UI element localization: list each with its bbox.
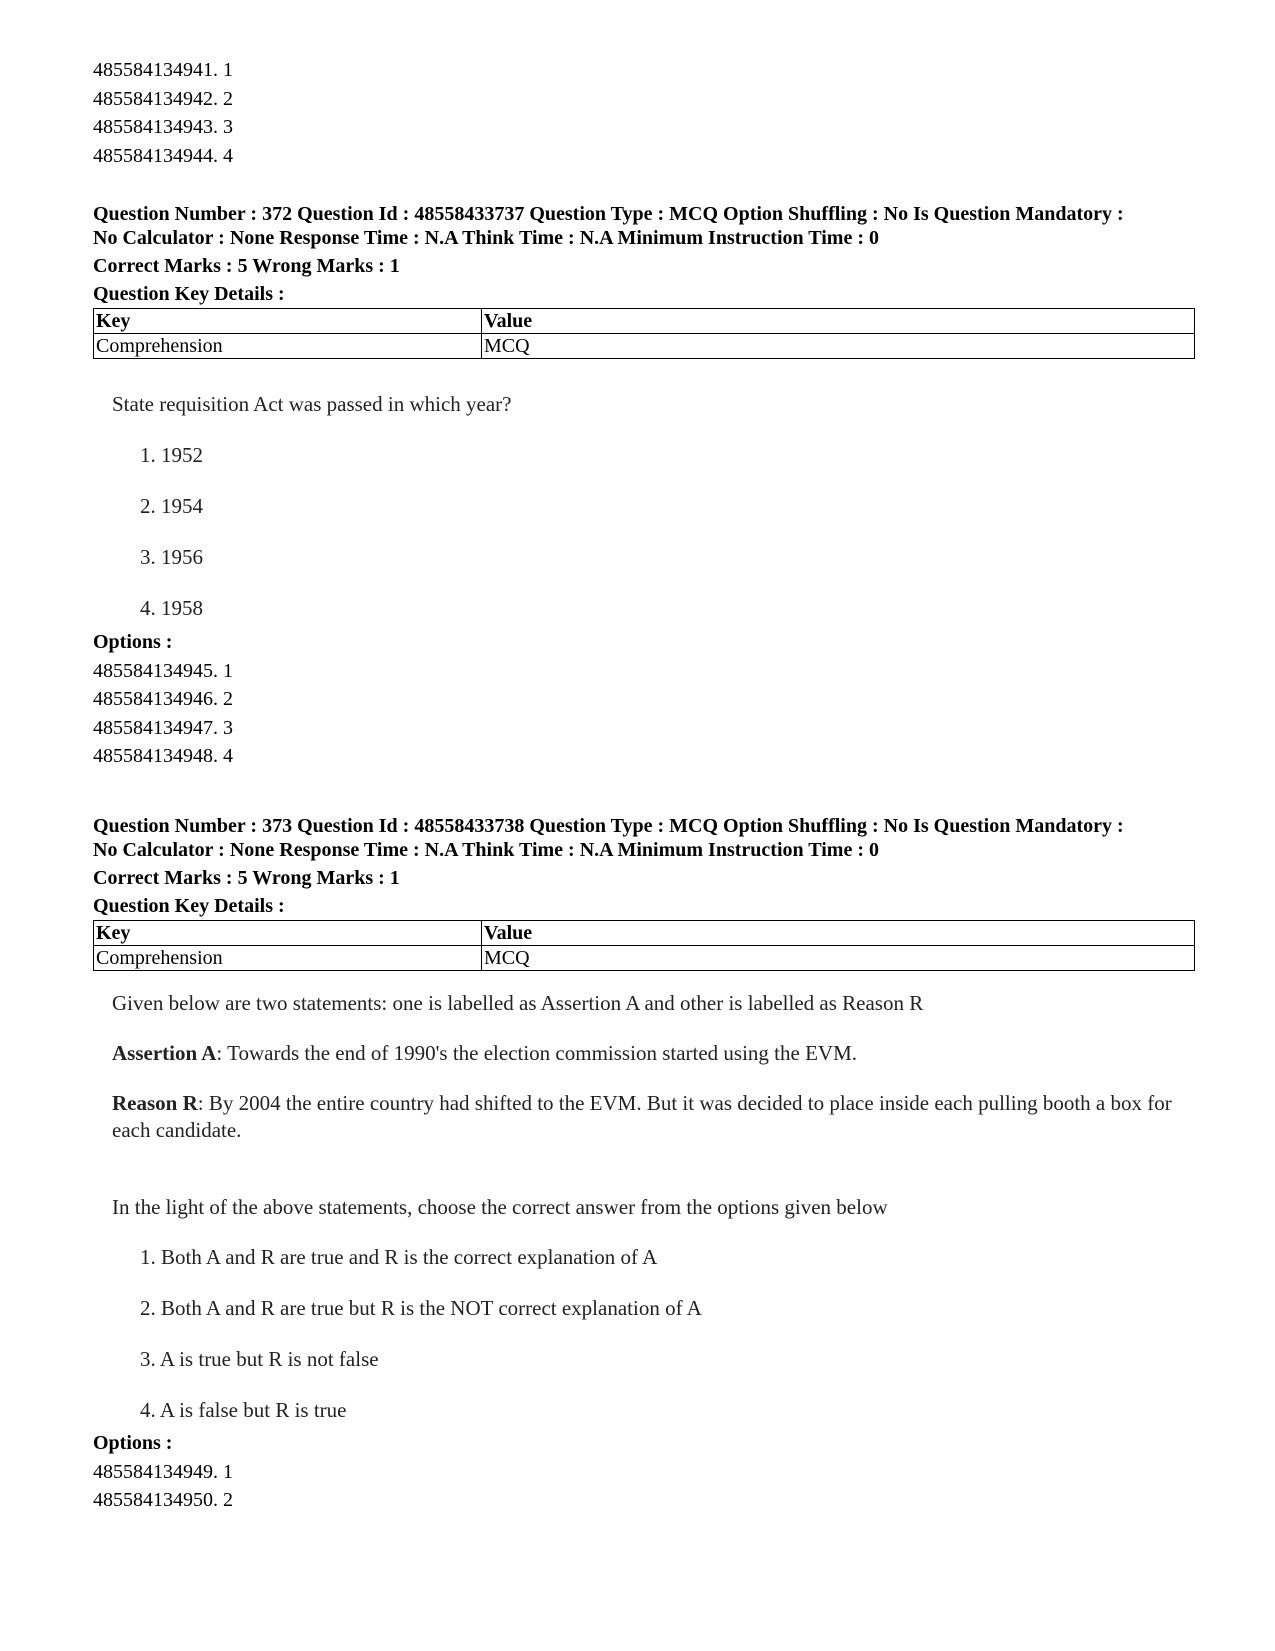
question-373-intro: Given below are two statements: one is labelled as Assertion A and other is labelled as Reason R: [112, 991, 924, 1015]
question-meta-line1: Question Number : 372 Question Id : 48558433737 Question Type : MCQ Option Shuffling : No Is Question Mandatory :: [93, 203, 1124, 225]
question-key-details-label: Question Key Details :: [93, 895, 285, 917]
option-id: 485584134947. 3: [93, 716, 233, 739]
option-id: 485584134945. 1: [93, 659, 233, 682]
choice-item: 1. 1952: [140, 443, 203, 467]
question-meta-line2: No Calculator : None Response Time : N.A Think Time : N.A Minimum Instruction Time : 0: [93, 227, 879, 249]
option-id: 485584134946. 2: [93, 688, 233, 710]
question-373-header: [93, 814, 1193, 971]
table-header-key: Key: [94, 921, 482, 946]
reason-text: : By 2004 the entire country had shifted to the EVM. But it was decided to place inside each pulling booth a box for each candidate.: [112, 1091, 1172, 1142]
choice-item: 4. A is false but R is true: [140, 1398, 347, 1422]
choice-item: 1. Both A and R are true and R is the correct explanation of A: [140, 1245, 658, 1269]
question-373-options: [93, 1429, 1193, 1515]
table-header-row: [94, 309, 1195, 334]
question-372-text: [112, 392, 511, 417]
option-id: 485584134941. 1: [93, 59, 233, 81]
question-text: State requisition Act was passed in which year?: [112, 392, 512, 416]
previous-options-list: [93, 56, 1193, 170]
table-cell-value: MCQ: [482, 946, 1195, 971]
choice-item: 4. 1958: [140, 596, 203, 620]
question-meta-line2: No Calculator : None Response Time : N.A Think Time : N.A Minimum Instruction Time : 0: [93, 839, 879, 861]
choice-item: 3. 1956: [140, 545, 203, 569]
table-header-row: [94, 921, 1195, 946]
table-row: [94, 946, 1195, 971]
reason-statement: [112, 1090, 1172, 1144]
question-marks: Correct Marks : 5 Wrong Marks : 1: [93, 867, 400, 889]
table-cell-key: Comprehension: [94, 946, 482, 971]
choice-item: 2. Both A and R are true but R is the NOT correct explanation of A: [140, 1296, 702, 1320]
table-header-key: Key: [94, 309, 482, 334]
question-372-header: [93, 202, 1193, 359]
table-cell-key: Comprehension: [94, 334, 482, 359]
table-cell-value: MCQ: [482, 334, 1195, 359]
choice-item: 2. 1954: [140, 494, 203, 518]
table-row: [94, 334, 1195, 359]
assertion-statement: [112, 1040, 1172, 1067]
table-header-value: Value: [482, 309, 1195, 334]
reason-label: Reason R: [112, 1091, 198, 1115]
option-id: 485584134942. 2: [93, 87, 233, 110]
choice-item: 3. A is true but R is not false: [140, 1347, 379, 1371]
option-id: 485584134948. 4: [93, 745, 233, 767]
option-id: 485584134949. 1: [93, 1460, 233, 1483]
question-key-table: [93, 920, 1195, 971]
question-meta-line1: Question Number : 373 Question Id : 48558433738 Question Type : MCQ Option Shuffling : No Is Question Mandatory :: [93, 815, 1124, 837]
option-id: 485584134943. 3: [93, 116, 233, 138]
table-header-value: Value: [482, 921, 1195, 946]
question-key-table: [93, 308, 1195, 359]
question-372-options: [93, 628, 1193, 771]
option-id: 485584134944. 4: [93, 144, 233, 167]
options-label: Options :: [93, 631, 173, 653]
assertion-text: : Towards the end of 1990's the election commission started using the EVM.: [216, 1041, 857, 1065]
question-key-details-label: Question Key Details :: [93, 283, 285, 305]
options-label: Options :: [93, 1432, 173, 1454]
option-id: 485584134950. 2: [93, 1489, 233, 1511]
assertion-label: Assertion A: [112, 1041, 217, 1065]
question-373-instruction: In the light of the above statements, choose the correct answer from the options given below: [112, 1195, 888, 1219]
question-marks: Correct Marks : 5 Wrong Marks : 1: [93, 255, 400, 277]
